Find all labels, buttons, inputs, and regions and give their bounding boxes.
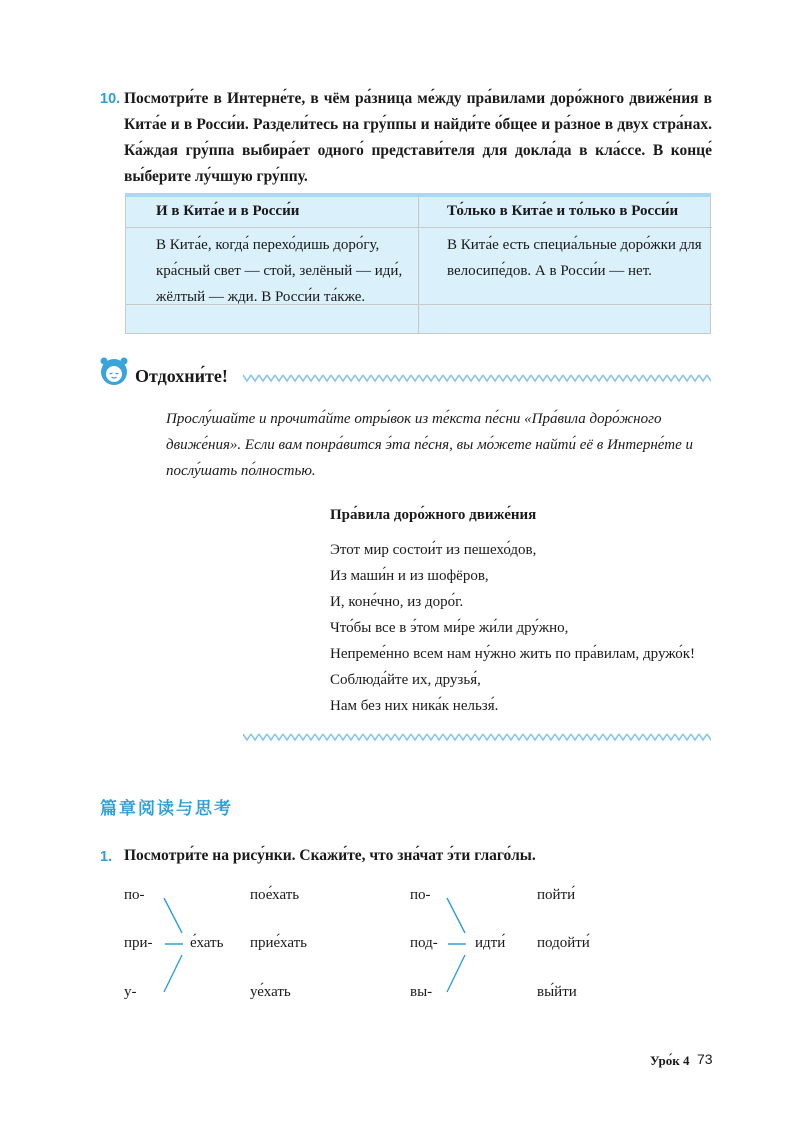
table-cell: В Кита́е, когда́ перехо́дишь доро́гу, кра́сный свет — стой, зелёный — иди́, жёлтый — жди. В Росси́и та́кже. [156, 237, 403, 305]
page-number: 73 [697, 1051, 713, 1067]
verb-result: вы́йти [537, 984, 577, 1000]
poem [330, 537, 695, 719]
verb-result: пое́хать [250, 887, 300, 903]
connector-line [447, 955, 465, 992]
prefix: при- [124, 935, 153, 951]
poem-title: Пра́вила доро́жного движе́ния [330, 507, 537, 523]
verb-result: подойти́ [537, 935, 590, 951]
verb-root: идти́ [475, 935, 506, 951]
prefix: по- [410, 887, 431, 903]
table-empty-cell [126, 304, 418, 333]
decorative-zigzag-bottom [243, 732, 711, 742]
prefix: под- [410, 935, 438, 951]
table-cell: В Кита́е есть специа́льные доро́жки для велосипе́дов. А в Росси́и — нет. [418, 228, 712, 304]
section-title: 篇章阅读与思考 [100, 799, 233, 819]
decorative-zigzag-top [243, 373, 711, 383]
prefix: по- [124, 887, 145, 903]
rest-intro: Прослу́шайте и прочита́йте отры́вок из те́кста пе́сни «Пра́вила доро́жного движе́ния». Если вам понра́вится э́та пе́сня, вы мо́жете найти́ её в Интерне́те и послу́шать по́лностью. [166, 411, 693, 479]
prefix: у- [124, 984, 137, 1000]
verb-root: е́хать [190, 935, 224, 951]
rest-title: Отдохни́те! [135, 366, 228, 386]
poem-line: Нам без них ника́к нельзя́. [330, 698, 499, 714]
table-empty-cell [418, 304, 712, 333]
prefix: вы- [410, 984, 433, 1000]
poem-line: Этот мир состои́т из пешехо́дов, [330, 542, 537, 558]
exercise-instructions: Посмотри́те на рису́нки. Скажи́те, что зна́чат э́ти глаго́лы. [124, 847, 536, 864]
exercise-10 [100, 86, 712, 185]
connector-line [164, 955, 182, 992]
exercise-instructions: Посмотри́те в Интерне́те, в чём ра́зница ме́жду пра́вилами доро́жного движе́ния в Кита́е и в Росси́и. Раздели́тесь на гру́ппы и найди́те о́бщее и ра́зное в двух стра́нах. Ка́ждая гру́ппа выбира́ет одного́ представи́теля для докла́да в кла́ссе. В конце́ вы́берите лу́чшую гру́ппу. [124, 90, 712, 185]
poem-line: Соблюда́йте их, друзья́, [330, 672, 481, 688]
exercise-number: 1. [100, 849, 113, 865]
exercise-number: 10. [100, 91, 121, 107]
footer-lesson: Уро́к 4 [650, 1053, 690, 1068]
comparison-table [125, 193, 711, 334]
poem-line: Из маши́н и из шофёров, [330, 568, 489, 584]
connector-line [447, 898, 465, 933]
poem-line: Непреме́нно всем нам ну́жно жить по пра́вилам, дружо́к! [330, 646, 696, 662]
verb-result: прие́хать [250, 935, 307, 951]
poem-line: Что́бы все в э́том ми́ре жи́ли дру́жно, [330, 620, 569, 636]
table-header-only: То́лько в Кита́е и то́лько в Росси́и [418, 197, 712, 228]
table-header-both: И в Кита́е и в Росси́и [126, 197, 418, 228]
relax-face-icon [98, 355, 130, 387]
verb-result: уе́хать [250, 984, 291, 1000]
connector-line [164, 898, 182, 933]
verb-result: пойти́ [537, 887, 576, 903]
poem-line: И, коне́чно, из доро́г. [330, 594, 464, 610]
